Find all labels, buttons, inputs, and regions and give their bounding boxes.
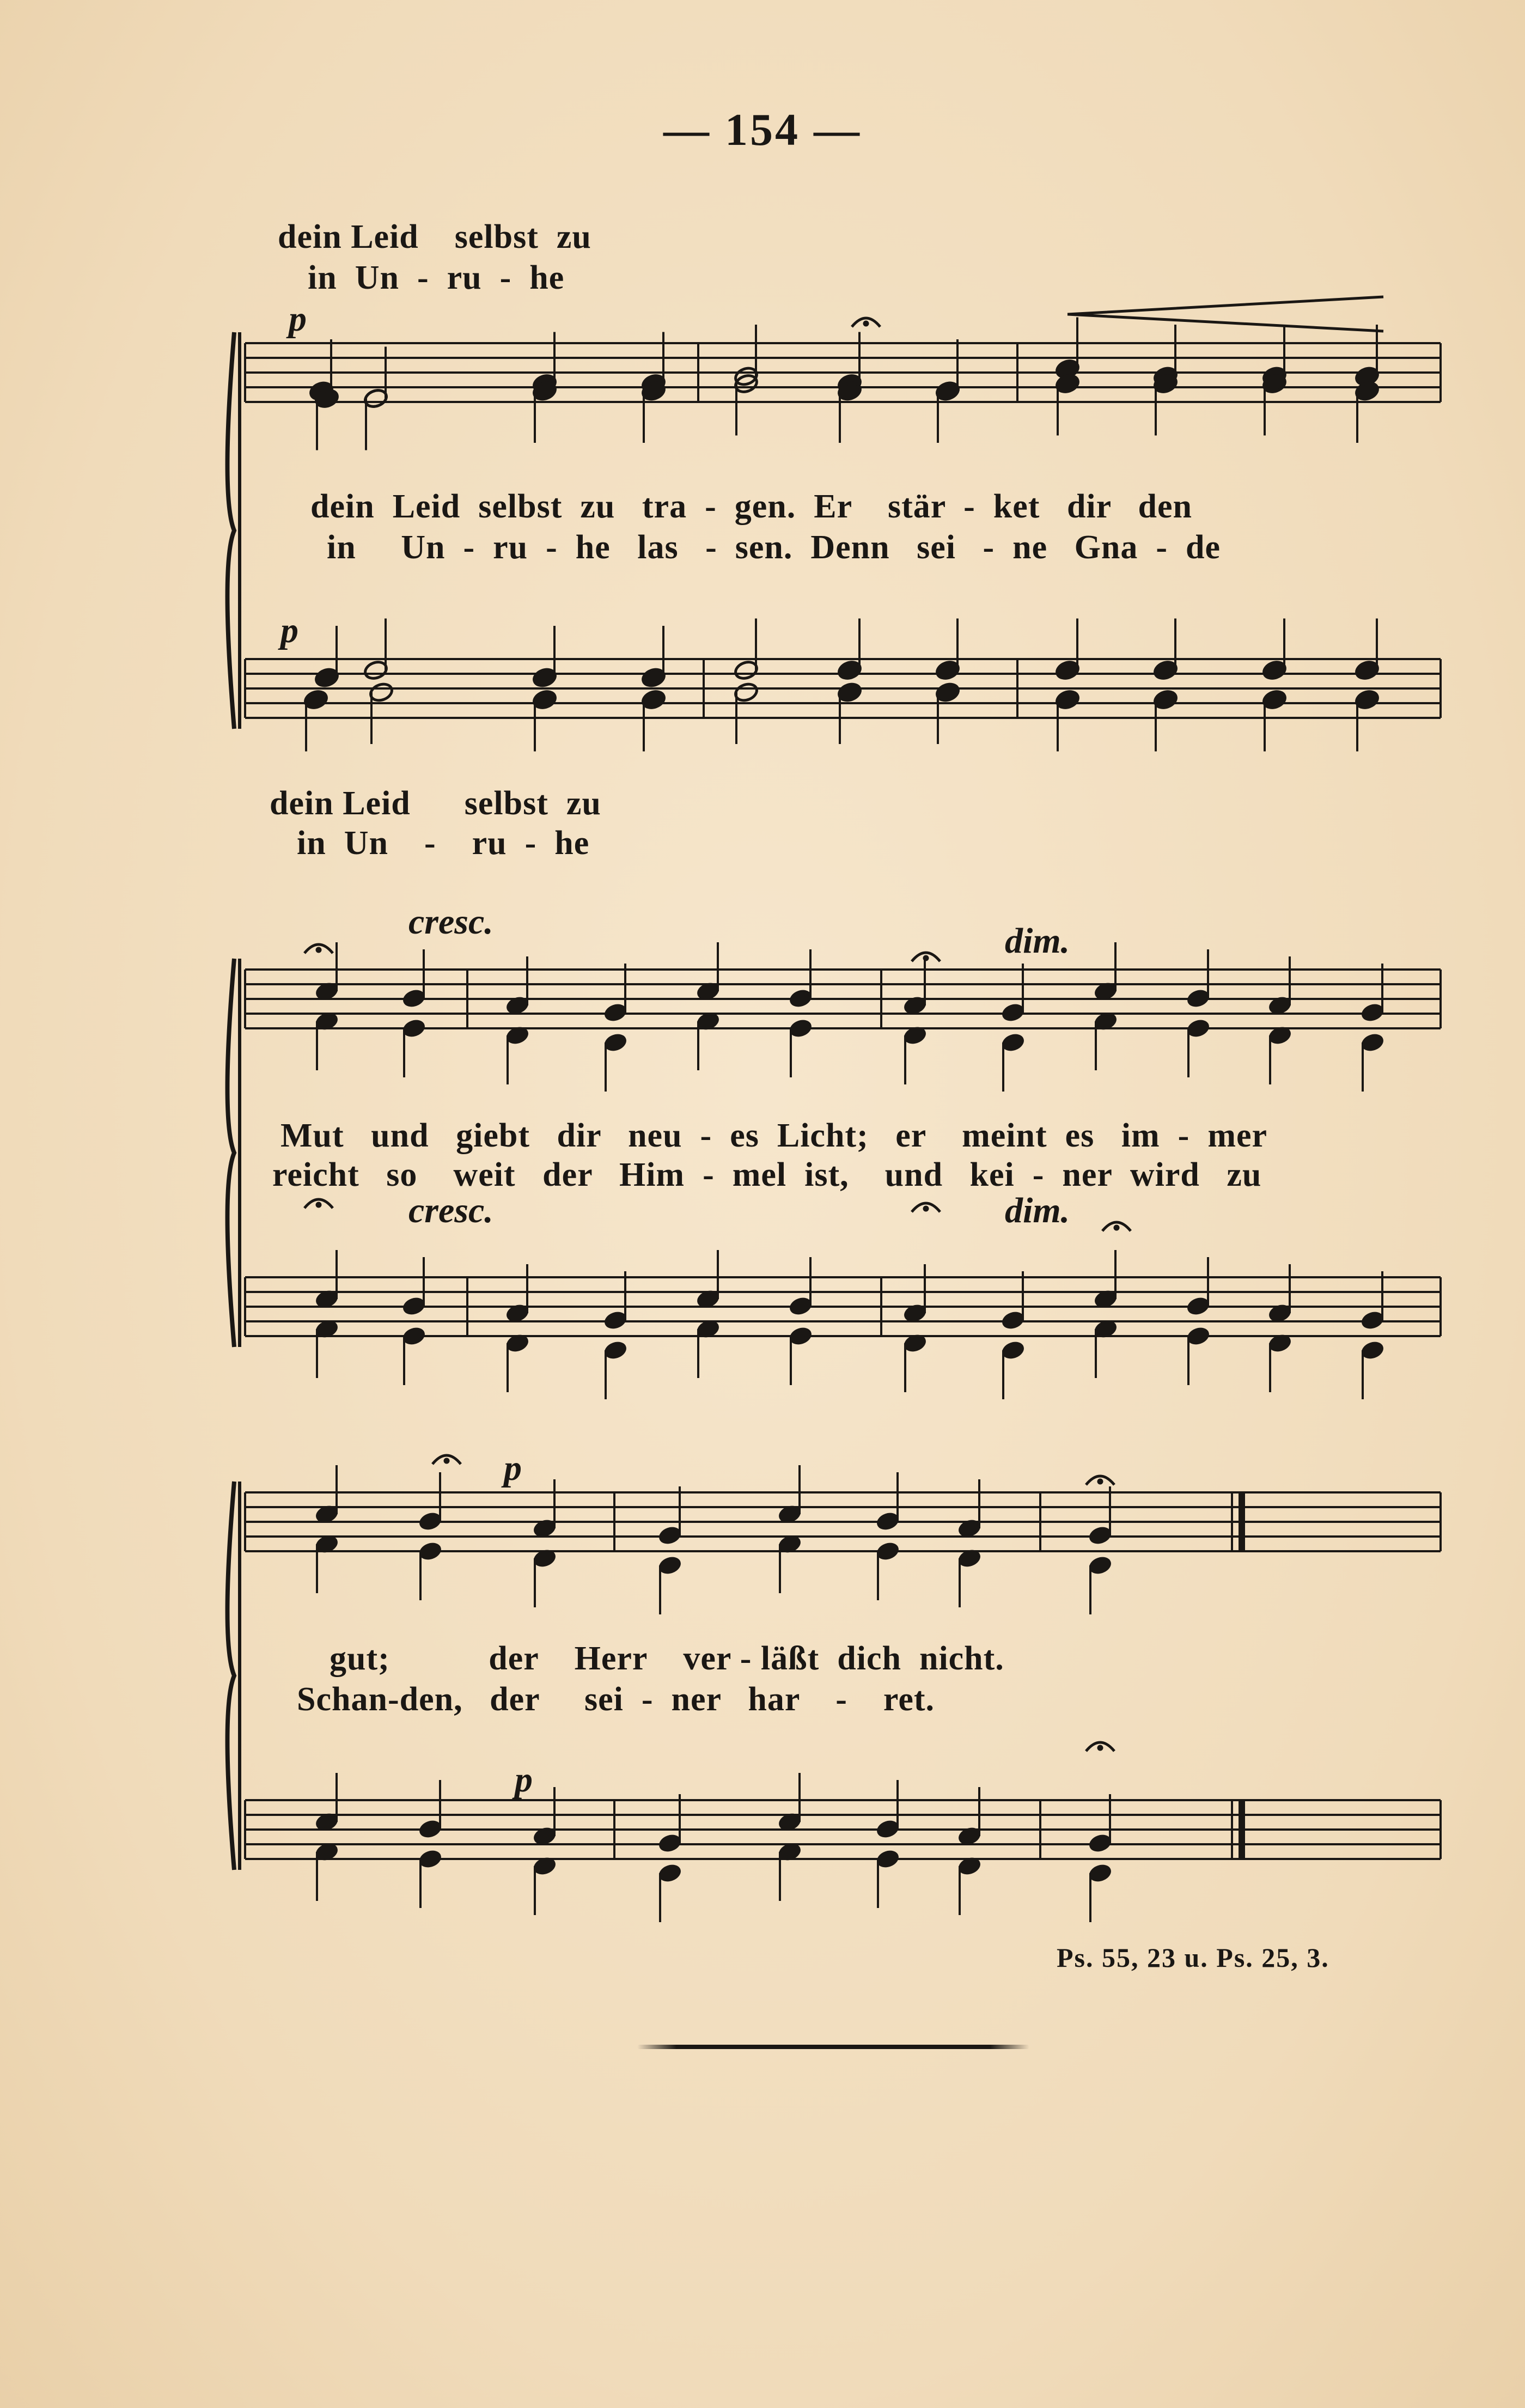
- fermata-dot: [1114, 1225, 1119, 1230]
- fermata-dot: [1097, 1479, 1103, 1484]
- lyric-cue-1a: dein Leid selbst zu: [278, 218, 591, 255]
- dynamic-mark: p: [504, 1448, 522, 1488]
- lyric-cue-2b: in Un - ru - he: [297, 825, 590, 862]
- dynamic-mark: dim.: [1005, 921, 1070, 961]
- fermata-dot: [923, 955, 929, 961]
- system-brace: [228, 1482, 235, 1870]
- system-brace: [228, 959, 235, 1347]
- lyric-line: reicht so weit der Him - mel ist, und kei - ner wird zu: [272, 1156, 1262, 1193]
- lyric-line: gut; der Herr ver - läßt dich nicht.: [330, 1640, 1004, 1677]
- lyric-cue-2a: dein Leid selbst zu: [270, 785, 601, 822]
- crescendo-hairpin-icon: [1068, 297, 1383, 331]
- lyric-line: Mut und giebt dir neu - es Licht; er meint es im - mer: [280, 1117, 1267, 1154]
- lyric-line: dein Leid selbst zu tra - gen. Er stär - ket dir den: [310, 488, 1193, 525]
- dynamic-mark: p: [280, 611, 298, 650]
- page-number: — 154 —: [663, 105, 862, 155]
- dynamic-mark: cresc.: [408, 1191, 493, 1230]
- lyric-line: Schan-den, der sei - ner har - ret.: [297, 1681, 935, 1718]
- dynamic-mark: p: [289, 299, 307, 339]
- fermata-dot: [316, 947, 321, 953]
- lyric-line: in Un - ru - he las - sen. Denn sei - ne Gna - de: [327, 529, 1221, 566]
- system-brace: [228, 332, 235, 729]
- fermata-dot: [444, 1458, 449, 1464]
- lyric-cue-1b: in Un - ru - he: [308, 259, 565, 296]
- scripture-reference: Ps. 55, 23 u. Ps. 25, 3.: [1057, 1942, 1329, 1973]
- dynamic-mark: dim.: [1005, 1191, 1070, 1230]
- fermata-dot: [923, 1206, 929, 1211]
- dynamic-mark: cresc.: [408, 902, 493, 942]
- fermata-dot: [316, 1202, 321, 1208]
- dynamic-mark: p: [515, 1760, 533, 1800]
- fermata-dot: [863, 321, 869, 326]
- fermata-dot: [1097, 1745, 1103, 1751]
